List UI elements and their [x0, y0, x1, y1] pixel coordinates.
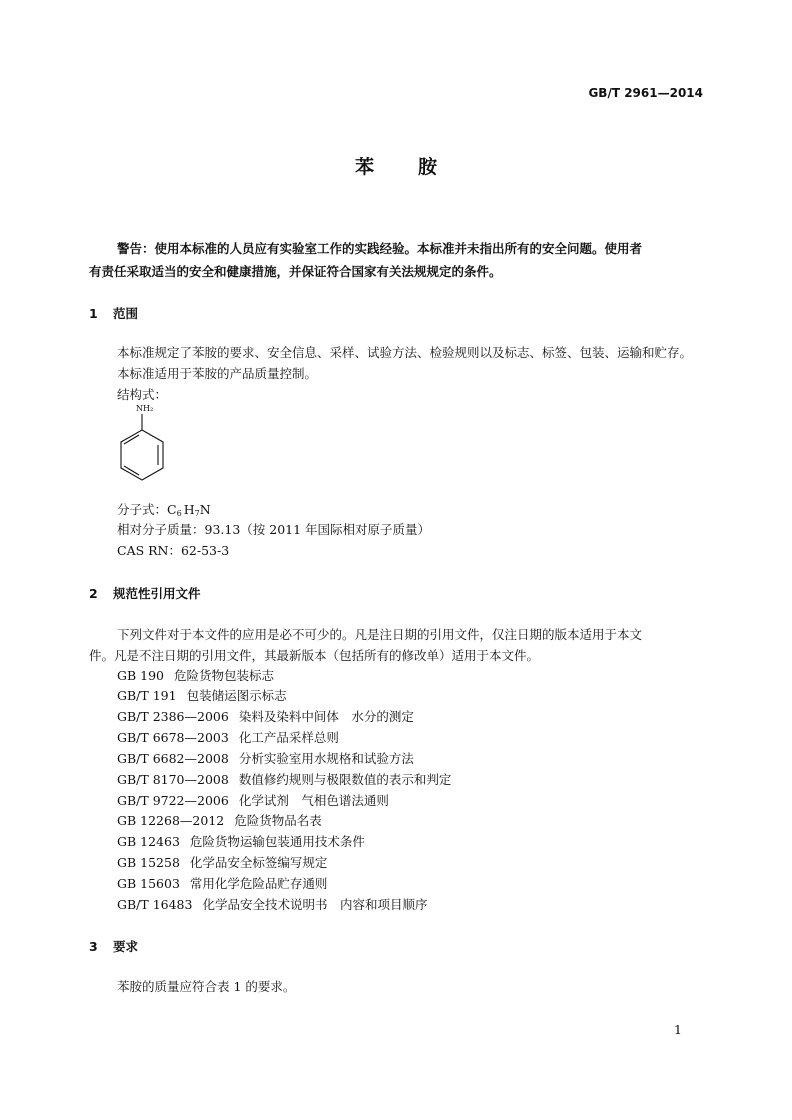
section-3-heading	[89, 937, 138, 955]
reference-code: GB/T 191	[117, 688, 177, 703]
reference-item	[117, 811, 322, 829]
amino-group-label: NH₂	[136, 404, 154, 413]
structure-label: 结构式：	[117, 387, 168, 402]
reference-code: GB 15258	[117, 855, 180, 870]
benzene-hexagon	[121, 430, 163, 480]
formula-label: 分子式：	[117, 502, 168, 517]
references-intro-line-1: 下列文件对于本文件的应用是必不可少的。凡是注日期的引用文件，仅注日期的版本适用于本文	[117, 627, 643, 642]
section-3-number: 3	[89, 939, 98, 954]
reference-code: GB/T 16483	[117, 897, 193, 912]
reference-item	[117, 728, 339, 746]
reference-title: 化学品安全技术说明书 内容和项目顺序	[202, 897, 428, 912]
reference-item	[117, 874, 327, 892]
reference-title: 化工产品采样总则	[238, 730, 339, 745]
section-2-heading	[89, 584, 201, 602]
scope-paragraph-1: 本标准规定了苯胺的要求、安全信息、采样、试验方法、检验规则以及标志、标签、包装、运输和贮存。	[117, 345, 693, 360]
reference-code: GB 12463	[117, 834, 180, 849]
references-intro-line-2: 件。凡是不注日期的引用文件，其最新版本（包括所有的修改单）适用于本文件。	[89, 648, 540, 663]
page-title	[355, 152, 437, 179]
reference-code: GB/T 6678—2003	[117, 730, 229, 745]
section-2-title: 规范性引用文件	[113, 586, 201, 601]
section-1-title: 范围	[113, 306, 139, 321]
formula-carbon: C	[167, 502, 177, 517]
reference-title: 常用化学危险品贮存通则	[189, 876, 328, 891]
reference-title: 危险货物品名表	[234, 813, 322, 828]
title-char-1: 苯	[355, 156, 375, 178]
reference-code: GB/T 9722—2006	[117, 793, 229, 808]
reference-code: GB 12268—2012	[117, 813, 225, 828]
section-2-number: 2	[89, 586, 98, 601]
cas-number: CAS RN：62-53-3	[117, 543, 230, 558]
molecular-mass: 相对分子质量：93.13（按 2011 年国际相对原子质量）	[117, 522, 431, 537]
reference-code: GB/T 6682—2008	[117, 751, 229, 766]
formula-carbon-count: 6	[176, 509, 182, 518]
reference-item	[117, 770, 451, 788]
reference-title: 分析实验室用水规格和试验方法	[238, 751, 414, 766]
reference-title: 数值修约规则与极限数值的表示和判定	[238, 772, 452, 787]
requirements-paragraph: 苯胺的质量应符合表 1 的要求。	[117, 979, 296, 994]
formula-nitrogen: N	[199, 502, 211, 517]
reference-code: GB 190	[117, 668, 165, 683]
reference-title: 危险货物运输包装通用技术条件	[189, 834, 365, 849]
title-char-2: 胺	[418, 156, 438, 178]
reference-title: 包装储运图示标志	[186, 688, 287, 703]
reference-title: 危险货物包装标志	[174, 668, 275, 683]
reference-item	[117, 853, 327, 871]
reference-title: 化学试剂 气相色谱法通则	[238, 793, 389, 808]
reference-item	[117, 895, 427, 913]
reference-item	[117, 749, 414, 767]
reference-title: 染料及染料中间体 水分的测定	[238, 709, 414, 724]
formula-hydrogen-count: 7	[194, 509, 200, 518]
formula-hydrogen: H	[183, 502, 195, 517]
molecular-formula	[117, 500, 211, 518]
section-1-heading	[89, 304, 138, 322]
reference-item	[117, 666, 274, 684]
reference-title: 化学品安全标签编写规定	[189, 855, 328, 870]
reference-code: GB/T 2386—2006	[117, 709, 229, 724]
page-number: 1	[674, 1022, 682, 1037]
document-number: GB/T 2961—2014	[588, 86, 703, 100]
warning-line-1: 警告：使用本标准的人员应有实验室工作的实践经验。本标准并未指出所有的安全问题。使用者	[117, 241, 643, 256]
reference-item	[117, 832, 365, 850]
scope-paragraph-2: 本标准适用于苯胺的产品质量控制。	[117, 366, 318, 381]
reference-code: GB/T 8170—2008	[117, 772, 229, 787]
benzene-ring-structure	[112, 412, 172, 490]
reference-item	[117, 791, 389, 809]
section-1-number: 1	[89, 306, 98, 321]
reference-code: GB 15603	[117, 876, 180, 891]
warning-line-2: 有责任采取适当的安全和健康措施，并保证符合国家有关法规规定的条件。	[89, 264, 502, 279]
reference-item	[117, 707, 414, 725]
reference-item	[117, 686, 287, 704]
section-3-title: 要求	[113, 939, 139, 954]
